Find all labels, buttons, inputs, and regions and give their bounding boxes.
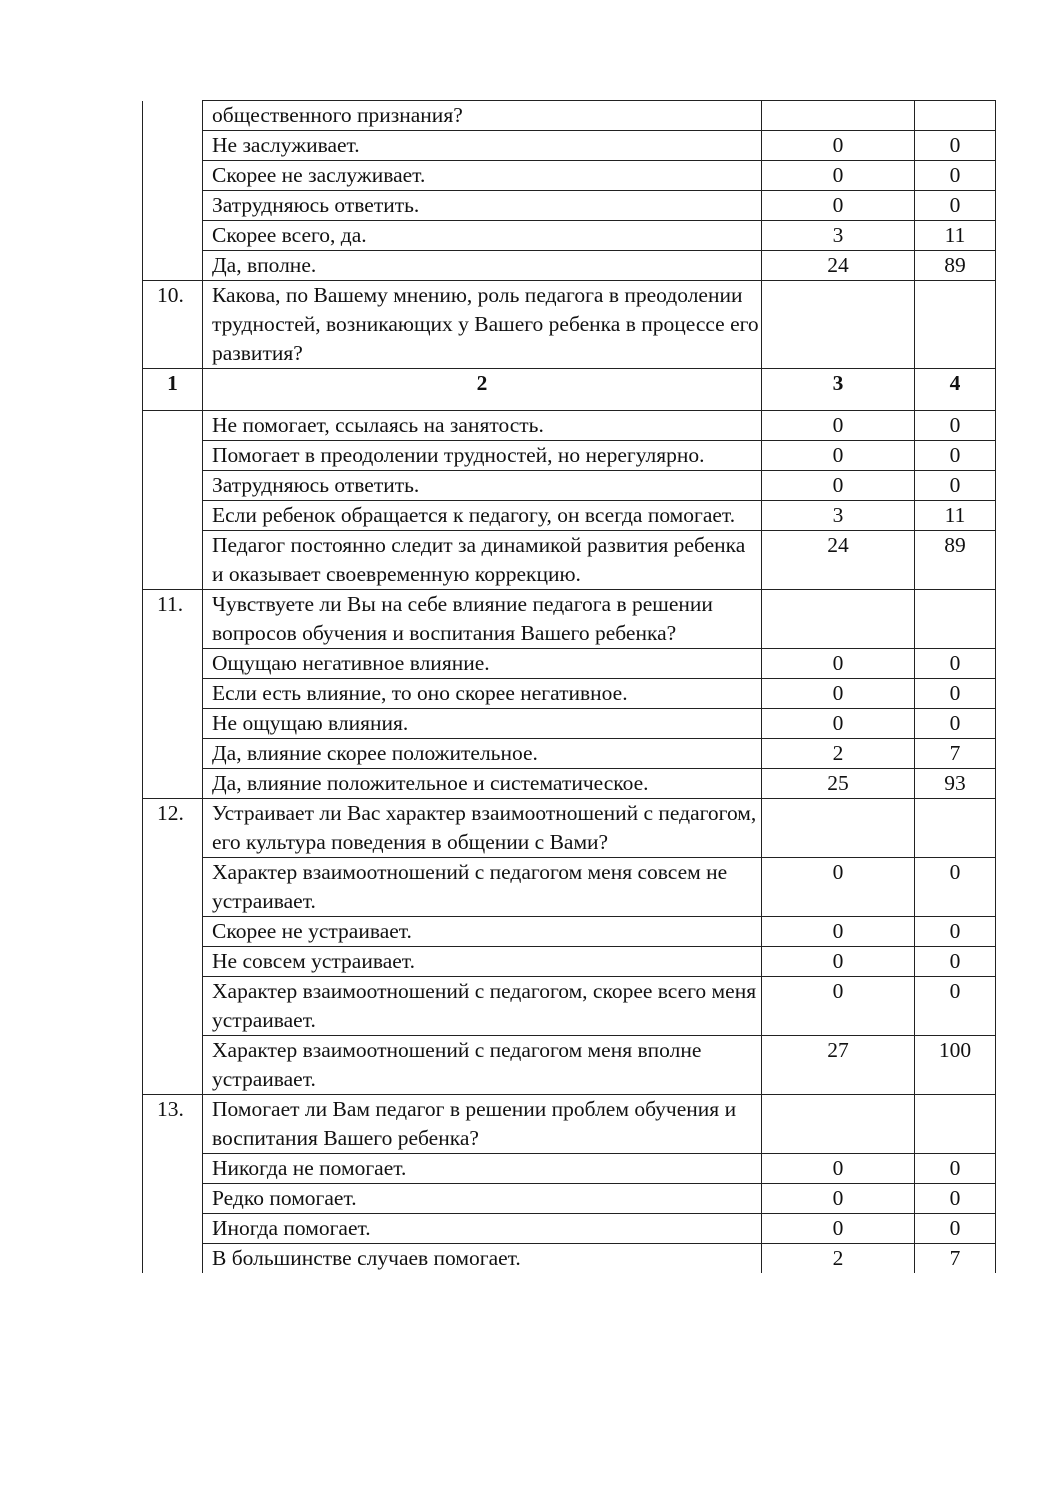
question-number-cell bbox=[143, 441, 203, 471]
question-number-cell bbox=[143, 411, 203, 441]
question-number-cell bbox=[143, 161, 203, 191]
empty-cell bbox=[915, 101, 996, 131]
answer-count: 0 bbox=[762, 191, 915, 221]
answer-percent: 0 bbox=[915, 947, 996, 977]
answer-count: 0 bbox=[762, 917, 915, 947]
answer-row bbox=[143, 191, 996, 221]
empty-cell bbox=[915, 281, 996, 369]
answer-text: Не помогает, ссылаясь на занятость. bbox=[203, 411, 762, 441]
question-text: Помогает ли Вам педагог в решении проблем обучения и воспитания Вашего ребенка? bbox=[203, 1095, 762, 1154]
answer-text: Если ребенок обращается к педагогу, он всегда помогает. bbox=[203, 501, 762, 531]
empty-cell bbox=[762, 1095, 915, 1154]
answer-text: Скорее не устраивает. bbox=[203, 917, 762, 947]
answer-count: 0 bbox=[762, 471, 915, 501]
answer-text: Не заслуживает. bbox=[203, 131, 762, 161]
answer-percent: 0 bbox=[915, 858, 996, 917]
answer-count: 0 bbox=[762, 679, 915, 709]
answer-row bbox=[143, 709, 996, 739]
question-number-cell bbox=[143, 1184, 203, 1214]
answer-count: 0 bbox=[762, 411, 915, 441]
question-number: 12. bbox=[143, 799, 203, 858]
answer-text: Если есть влияние, то оно скорее негативное. bbox=[203, 679, 762, 709]
answer-count: 2 bbox=[762, 739, 915, 769]
answer-count: 24 bbox=[762, 531, 915, 590]
empty-cell bbox=[915, 590, 996, 649]
answer-percent: 0 bbox=[915, 1154, 996, 1184]
answer-percent: 0 bbox=[915, 917, 996, 947]
question-text: Устраивает ли Вас характер взаимоотношений с педагогом, его культура поведения в общении с Вами? bbox=[203, 799, 762, 858]
question-row bbox=[143, 281, 996, 369]
question-number-cell bbox=[143, 221, 203, 251]
answer-percent: 0 bbox=[915, 1214, 996, 1244]
answer-percent: 0 bbox=[915, 411, 996, 441]
answer-percent: 0 bbox=[915, 161, 996, 191]
answer-row bbox=[143, 441, 996, 471]
answer-count: 0 bbox=[762, 709, 915, 739]
answer-count: 0 bbox=[762, 1184, 915, 1214]
answer-count: 0 bbox=[762, 858, 915, 917]
answer-row bbox=[143, 501, 996, 531]
answer-count: 0 bbox=[762, 947, 915, 977]
question-row bbox=[143, 799, 996, 858]
answer-text: Да, влияние скорее положительное. bbox=[203, 739, 762, 769]
question-text: Чувствуете ли Вы на себе влияние педагога в решении вопросов обучения и воспитания Вашего ребенка? bbox=[203, 590, 762, 649]
answer-row bbox=[143, 679, 996, 709]
answer-count: 0 bbox=[762, 649, 915, 679]
answer-count: 25 bbox=[762, 769, 915, 799]
answer-row bbox=[143, 251, 996, 281]
answer-text: В большинстве случаев помогает. bbox=[203, 1244, 762, 1274]
answer-row bbox=[143, 977, 996, 1036]
column-number: 3 bbox=[762, 369, 915, 411]
answer-text: Не ощущаю влияния. bbox=[203, 709, 762, 739]
question-number-cell bbox=[143, 1036, 203, 1095]
answer-text: Скорее всего, да. bbox=[203, 221, 762, 251]
answer-percent: 7 bbox=[915, 1244, 996, 1274]
answer-row bbox=[143, 471, 996, 501]
answer-text: Редко помогает. bbox=[203, 1184, 762, 1214]
empty-cell bbox=[915, 799, 996, 858]
question-number-cell bbox=[143, 977, 203, 1036]
answer-text: Ощущаю негативное влияние. bbox=[203, 649, 762, 679]
answer-text: Характер взаимоотношений с педагогом, скорее всего меня устраивает. bbox=[203, 977, 762, 1036]
answer-row bbox=[143, 1036, 996, 1095]
question-number-cell bbox=[143, 251, 203, 281]
answer-percent: 0 bbox=[915, 1184, 996, 1214]
question-number-cell bbox=[143, 917, 203, 947]
question-row bbox=[143, 101, 996, 131]
empty-cell bbox=[762, 281, 915, 369]
question-number-cell bbox=[143, 709, 203, 739]
answer-text: Характер взаимоотношений с педагогом меня вполне устраивает. bbox=[203, 1036, 762, 1095]
answer-text: Не совсем устраивает. bbox=[203, 947, 762, 977]
answer-text: Никогда не помогает. bbox=[203, 1154, 762, 1184]
answer-text: Затрудняюсь ответить. bbox=[203, 191, 762, 221]
answer-percent: 0 bbox=[915, 679, 996, 709]
column-number: 1 bbox=[143, 369, 203, 411]
answer-row bbox=[143, 411, 996, 441]
question-row bbox=[143, 1095, 996, 1154]
question-number-cell bbox=[143, 649, 203, 679]
question-number-cell bbox=[143, 858, 203, 917]
question-number-cell bbox=[143, 679, 203, 709]
answer-percent: 0 bbox=[915, 977, 996, 1036]
answer-count: 3 bbox=[762, 221, 915, 251]
column-number: 4 bbox=[915, 369, 996, 411]
answer-text: Скорее не заслуживает. bbox=[203, 161, 762, 191]
question-number: 13. bbox=[143, 1095, 203, 1154]
question-text: Какова, по Вашему мнению, роль педагога в преодолении трудностей, возникающих у Вашего ребенка в процессе его развития? bbox=[203, 281, 762, 369]
answer-row bbox=[143, 531, 996, 590]
question-text: общественного признания? bbox=[203, 101, 762, 131]
answer-row bbox=[143, 1214, 996, 1244]
answer-count: 0 bbox=[762, 1154, 915, 1184]
question-number-cell bbox=[143, 131, 203, 161]
survey-table-body bbox=[143, 101, 996, 1274]
question-number-cell bbox=[143, 471, 203, 501]
answer-count: 0 bbox=[762, 441, 915, 471]
answer-row bbox=[143, 917, 996, 947]
question-number-cell bbox=[143, 1154, 203, 1184]
answer-row bbox=[143, 739, 996, 769]
answer-count: 0 bbox=[762, 131, 915, 161]
answer-row bbox=[143, 1154, 996, 1184]
answer-text: Затрудняюсь ответить. bbox=[203, 471, 762, 501]
question-number-cell bbox=[143, 769, 203, 799]
empty-cell bbox=[762, 590, 915, 649]
question-number-cell bbox=[143, 191, 203, 221]
answer-percent: 0 bbox=[915, 471, 996, 501]
answer-row bbox=[143, 131, 996, 161]
question-number-cell bbox=[143, 1214, 203, 1244]
answer-row bbox=[143, 1244, 996, 1274]
answer-percent: 11 bbox=[915, 501, 996, 531]
answer-row bbox=[143, 769, 996, 799]
answer-percent: 0 bbox=[915, 649, 996, 679]
column-number: 2 bbox=[203, 369, 762, 411]
question-number-cell bbox=[143, 501, 203, 531]
answer-percent: 0 bbox=[915, 709, 996, 739]
answer-percent: 7 bbox=[915, 739, 996, 769]
survey-results-table bbox=[142, 100, 996, 1273]
answer-row bbox=[143, 649, 996, 679]
answer-text: Характер взаимоотношений с педагогом меня совсем не устраивает. bbox=[203, 858, 762, 917]
empty-cell bbox=[762, 799, 915, 858]
question-number: 10. bbox=[143, 281, 203, 369]
question-number-cell bbox=[143, 531, 203, 590]
answer-count: 3 bbox=[762, 501, 915, 531]
answer-row bbox=[143, 161, 996, 191]
answer-row bbox=[143, 1184, 996, 1214]
answer-text: Педагог постоянно следит за динамикой развития ребенка и оказывает своевременную коррекцию. bbox=[203, 531, 762, 590]
answer-percent: 93 bbox=[915, 769, 996, 799]
answer-text: Да, вполне. bbox=[203, 251, 762, 281]
answer-row bbox=[143, 947, 996, 977]
answer-percent: 89 bbox=[915, 251, 996, 281]
answer-percent: 11 bbox=[915, 221, 996, 251]
answer-row bbox=[143, 221, 996, 251]
answer-percent: 0 bbox=[915, 131, 996, 161]
answer-count: 2 bbox=[762, 1244, 915, 1274]
answer-text: Помогает в преодолении трудностей, но нерегулярно. bbox=[203, 441, 762, 471]
answer-count: 27 bbox=[762, 1036, 915, 1095]
answer-count: 0 bbox=[762, 161, 915, 191]
column-number-row bbox=[143, 369, 996, 411]
answer-text: Иногда помогает. bbox=[203, 1214, 762, 1244]
question-number-cell bbox=[143, 1244, 203, 1274]
answer-count: 0 bbox=[762, 977, 915, 1036]
answer-percent: 89 bbox=[915, 531, 996, 590]
answer-percent: 100 bbox=[915, 1036, 996, 1095]
answer-percent: 0 bbox=[915, 191, 996, 221]
question-number-cell bbox=[143, 947, 203, 977]
answer-row bbox=[143, 858, 996, 917]
question-number bbox=[143, 101, 203, 131]
question-number: 11. bbox=[143, 590, 203, 649]
question-row bbox=[143, 590, 996, 649]
answer-count: 0 bbox=[762, 1214, 915, 1244]
answer-text: Да, влияние положительное и систематическое. bbox=[203, 769, 762, 799]
question-number-cell bbox=[143, 739, 203, 769]
answer-percent: 0 bbox=[915, 441, 996, 471]
answer-count: 24 bbox=[762, 251, 915, 281]
empty-cell bbox=[762, 101, 915, 131]
empty-cell bbox=[915, 1095, 996, 1154]
